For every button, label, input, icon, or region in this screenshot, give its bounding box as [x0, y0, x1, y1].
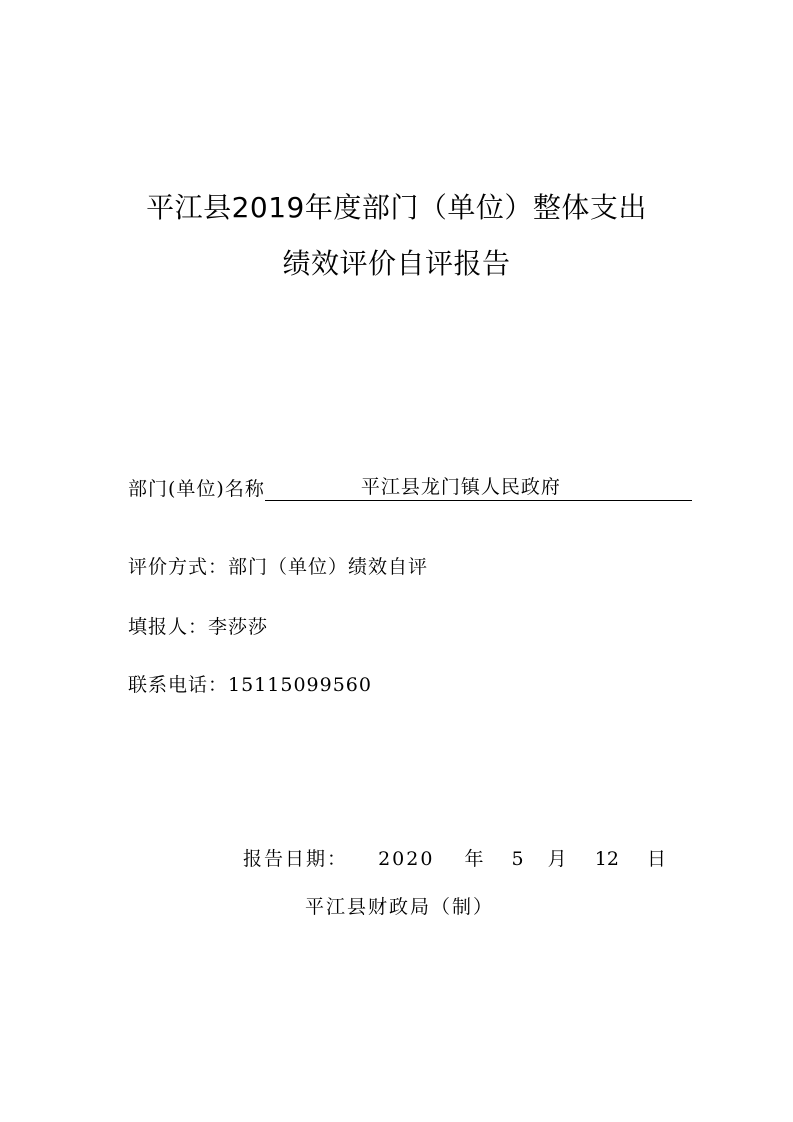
department-name-label: 部门(单位)名称: [128, 478, 265, 500]
report-date-day-unit: 日: [646, 848, 666, 870]
filled-by: 填报人：李莎莎: [128, 616, 269, 638]
issuer: 平江县财政局（制）: [305, 896, 495, 918]
report-date-month-unit: 月: [547, 848, 567, 870]
report-date-month: 5: [511, 848, 524, 870]
report-date-day: 12: [594, 848, 619, 870]
report-date-year-unit: 年: [464, 848, 484, 870]
report-title-line1: 平江县2019年度部门（单位）整体支出: [146, 191, 647, 224]
report-title-line2: 绩效评价自评报告: [282, 247, 511, 280]
department-name-underline: [265, 475, 692, 501]
report-date-year: 2020: [378, 848, 435, 870]
department-name-value: 平江县龙门镇人民政府: [360, 476, 561, 498]
evaluation-method: 评价方式：部门（单位）绩效自评: [128, 556, 429, 578]
report-date-label: 报告日期：: [243, 848, 349, 870]
report-date-row: [243, 844, 666, 871]
department-name-row: [128, 474, 692, 501]
contact-phone: 联系电话：15115099560: [128, 674, 372, 696]
